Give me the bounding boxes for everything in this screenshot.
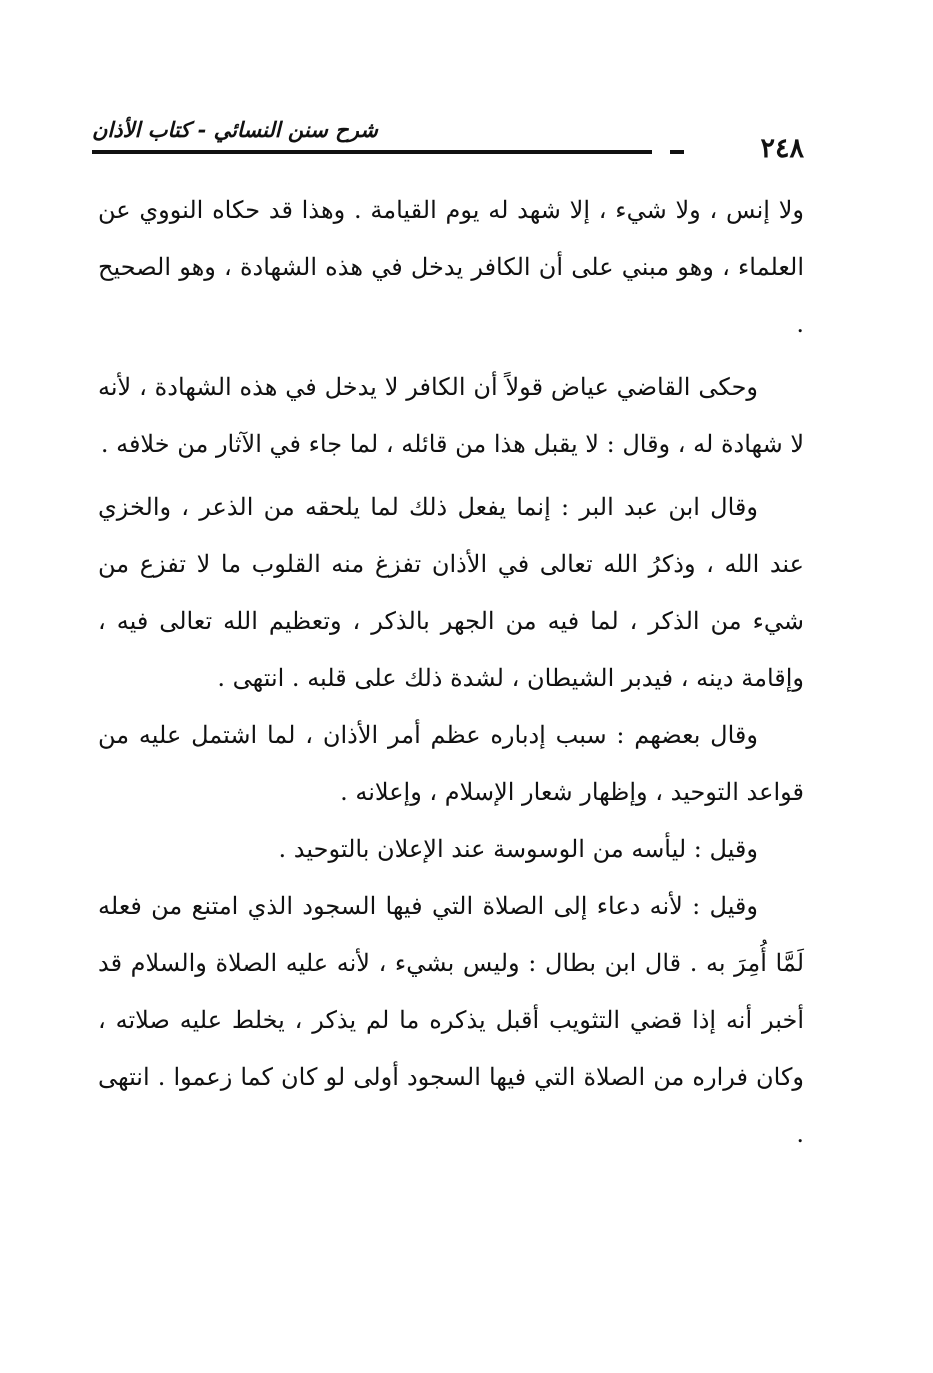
paragraph-2: وحكى القاضي عياض قولاً أن الكافر لا يدخل في هذه الشهادة ، لأنه لا شهادة له ، وقال : لا يقبل هذا من قائله ، لما جاء في الآثار من خلافه . (98, 373, 804, 458)
header-rule (92, 150, 652, 154)
page-number: ٢٤٨ (760, 133, 804, 164)
paragraph-6: وقيل : لأنه دعاء إلى الصلاة التي فيها السجود الذي امتنع من فعله لَمَّا أُمِرَ به . قال ابن بطال : وليس بشيء ، لأنه عليه الصلاة والسلام قد أخبر أنه إذا قضي التثويب أقبل يذكره ما لم يذكر ، يخلط عليه صلاته ، وكان فراره من الصلاة التي فيها السجود أولى لو كان كما زعموا . انتهى . (98, 892, 805, 1148)
paragraph-4: وقال بعضهم : سبب إدباره عظم أمر الأذان ، لما اشتمل عليه من قواعد التوحيد ، وإظهار شعار الإسلام ، وإعلانه . (98, 721, 804, 806)
body-text (98, 182, 804, 1163)
running-title: شرح سنن النسائي - كتاب الأذان (92, 117, 378, 142)
paragraph-5: وقيل : ليأسه من الوسوسة عند الإعلان بالتوحيد . (278, 835, 758, 863)
paragraph-1: ولا إنس ، ولا شيء ، إلا شهد له يوم القيامة . وهذا قد حكاه النووي عن العلماء ، وهو مبني على أن الكافر يدخل في هذه الشهادة ، وهو الصحيح . (98, 196, 804, 338)
page-number-dash (670, 150, 684, 154)
page-header (92, 112, 804, 164)
paragraph-3: وقال ابن عبد البر : إنما يفعل ذلك لما يلحقه من الذعر ، والخزي عند الله ، وذكرُ الله تعالى في الأذان تفزغ منه القلوب ما لا تفزع من شيء من الذكر ، لما فيه من الجهر بالذكر ، وتعظيم الله تعالى فيه ، وإقامة دينه ، فيدبر الشيطان ، لشدة ذلك على قلبه . انتهى . (98, 493, 804, 692)
